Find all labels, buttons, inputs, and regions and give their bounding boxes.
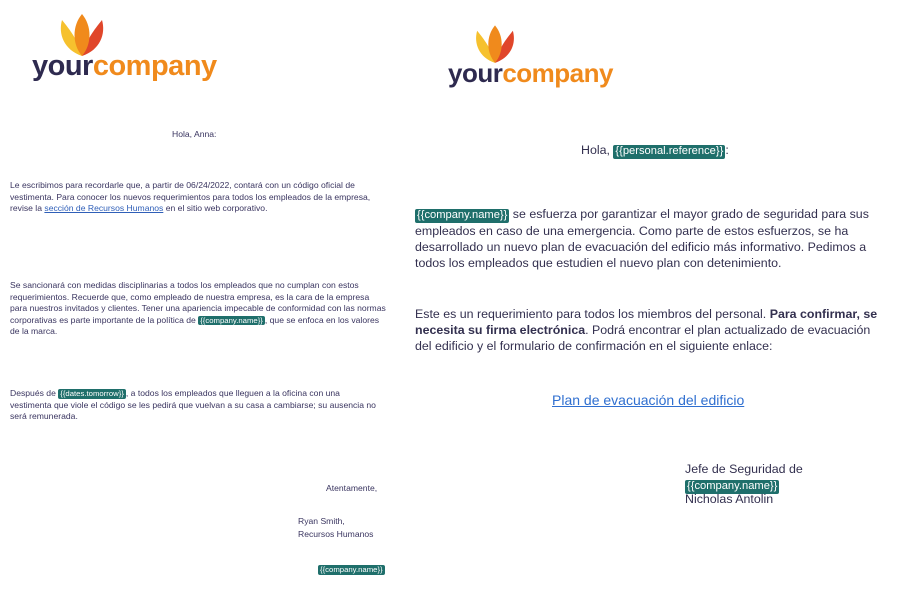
- email-left: [0, 0, 400, 592]
- signer-name: Ryan Smith,: [298, 516, 345, 526]
- paragraph-2: Este es un requerimiento para todos los miembros del personal. Para confirmar, se necesita su firma electrónica. Podrá encontrar el plan actualizado de evacuación del edificio y el formulario de confirmación en el siguiente enlace:: [415, 307, 878, 354]
- signer-name: Nicholas Antolin: [685, 492, 774, 506]
- signer-department: Recursos Humanos: [298, 529, 374, 539]
- paragraph-1: {{company.name}} se esfuerza por garantizar el mayor grado de seguridad para sus empleados en caso de una emergencia. Como parte de estos esfuerzos, se ha desarrollado un nuevo plan de evacuación del edificio más informativo. Pedimos a todos los empleados que estudien el nuevo plan con detenimiento.: [415, 207, 869, 271]
- hr-section-link[interactable]: sección de Recursos Humanos: [44, 203, 164, 214]
- logo-text-company: company: [92, 50, 217, 82]
- dates-tomorrow-tag: {{dates.tomorrow}}: [60, 389, 124, 398]
- greeting: Hola, Anna:: [172, 129, 217, 139]
- logo-wordmark: [448, 58, 613, 89]
- paragraph-1: Le escribimos para recordarle que, a partir de 06/24/2022, contará con un código oficial de vestimenta. Para conocer los nuevos requerimientos para todos los empleados de la empresa, revise la sección de Recursos Humanos en el sitio web corporativo.: [10, 180, 371, 214]
- logo-text-your: your: [448, 58, 503, 88]
- paragraph-3: Después de {{dates.tomorrow}} , a todos los empleados que lleguen a la oficina con una vestimenta que viole el código se les pedirá que vuelvan a su casa a cambiarse; su ausencia no será remunerada.: [10, 388, 376, 422]
- logo-text-your: your: [32, 50, 93, 82]
- closing: Atentamente,: [326, 483, 378, 493]
- email-right: [400, 0, 900, 592]
- personal-reference-tag: {{personal.reference}}: [615, 145, 724, 157]
- signer-company-tag-wrap: [318, 564, 385, 576]
- logo-wordmark: [32, 50, 217, 83]
- greeting: Hola, {{personal.reference}} :: [581, 143, 729, 157]
- evacuation-plan-link[interactable]: Plan de evacuación del edificio: [552, 392, 745, 408]
- signature-company-tag: {{company.name}}: [687, 480, 778, 493]
- logo-text-company: company: [502, 58, 613, 88]
- company-name-tag: {{company.name}}: [200, 315, 263, 325]
- signer-company-tag: {{company.name}}: [320, 565, 383, 574]
- company-name-tag: {{company.name}}: [417, 209, 508, 221]
- paragraph-2: Se sancionará con medidas disciplinarias a todos los empleados que no cumplan con estos requerimientos. Recuerde que, como empleado de nuestra empresa, es la cara de la empresa para nuestros invitados y clientes. Tener una apariencia impecable de conformidad con las normas corporativas es parte importante de la política de {{company.name}} , que se enfoca en los valores de la marca.: [10, 280, 386, 337]
- signature-title: Jefe de Seguridad de {{company.name}}: [685, 462, 803, 493]
- evacuation-plan-link-wrap: [552, 392, 744, 410]
